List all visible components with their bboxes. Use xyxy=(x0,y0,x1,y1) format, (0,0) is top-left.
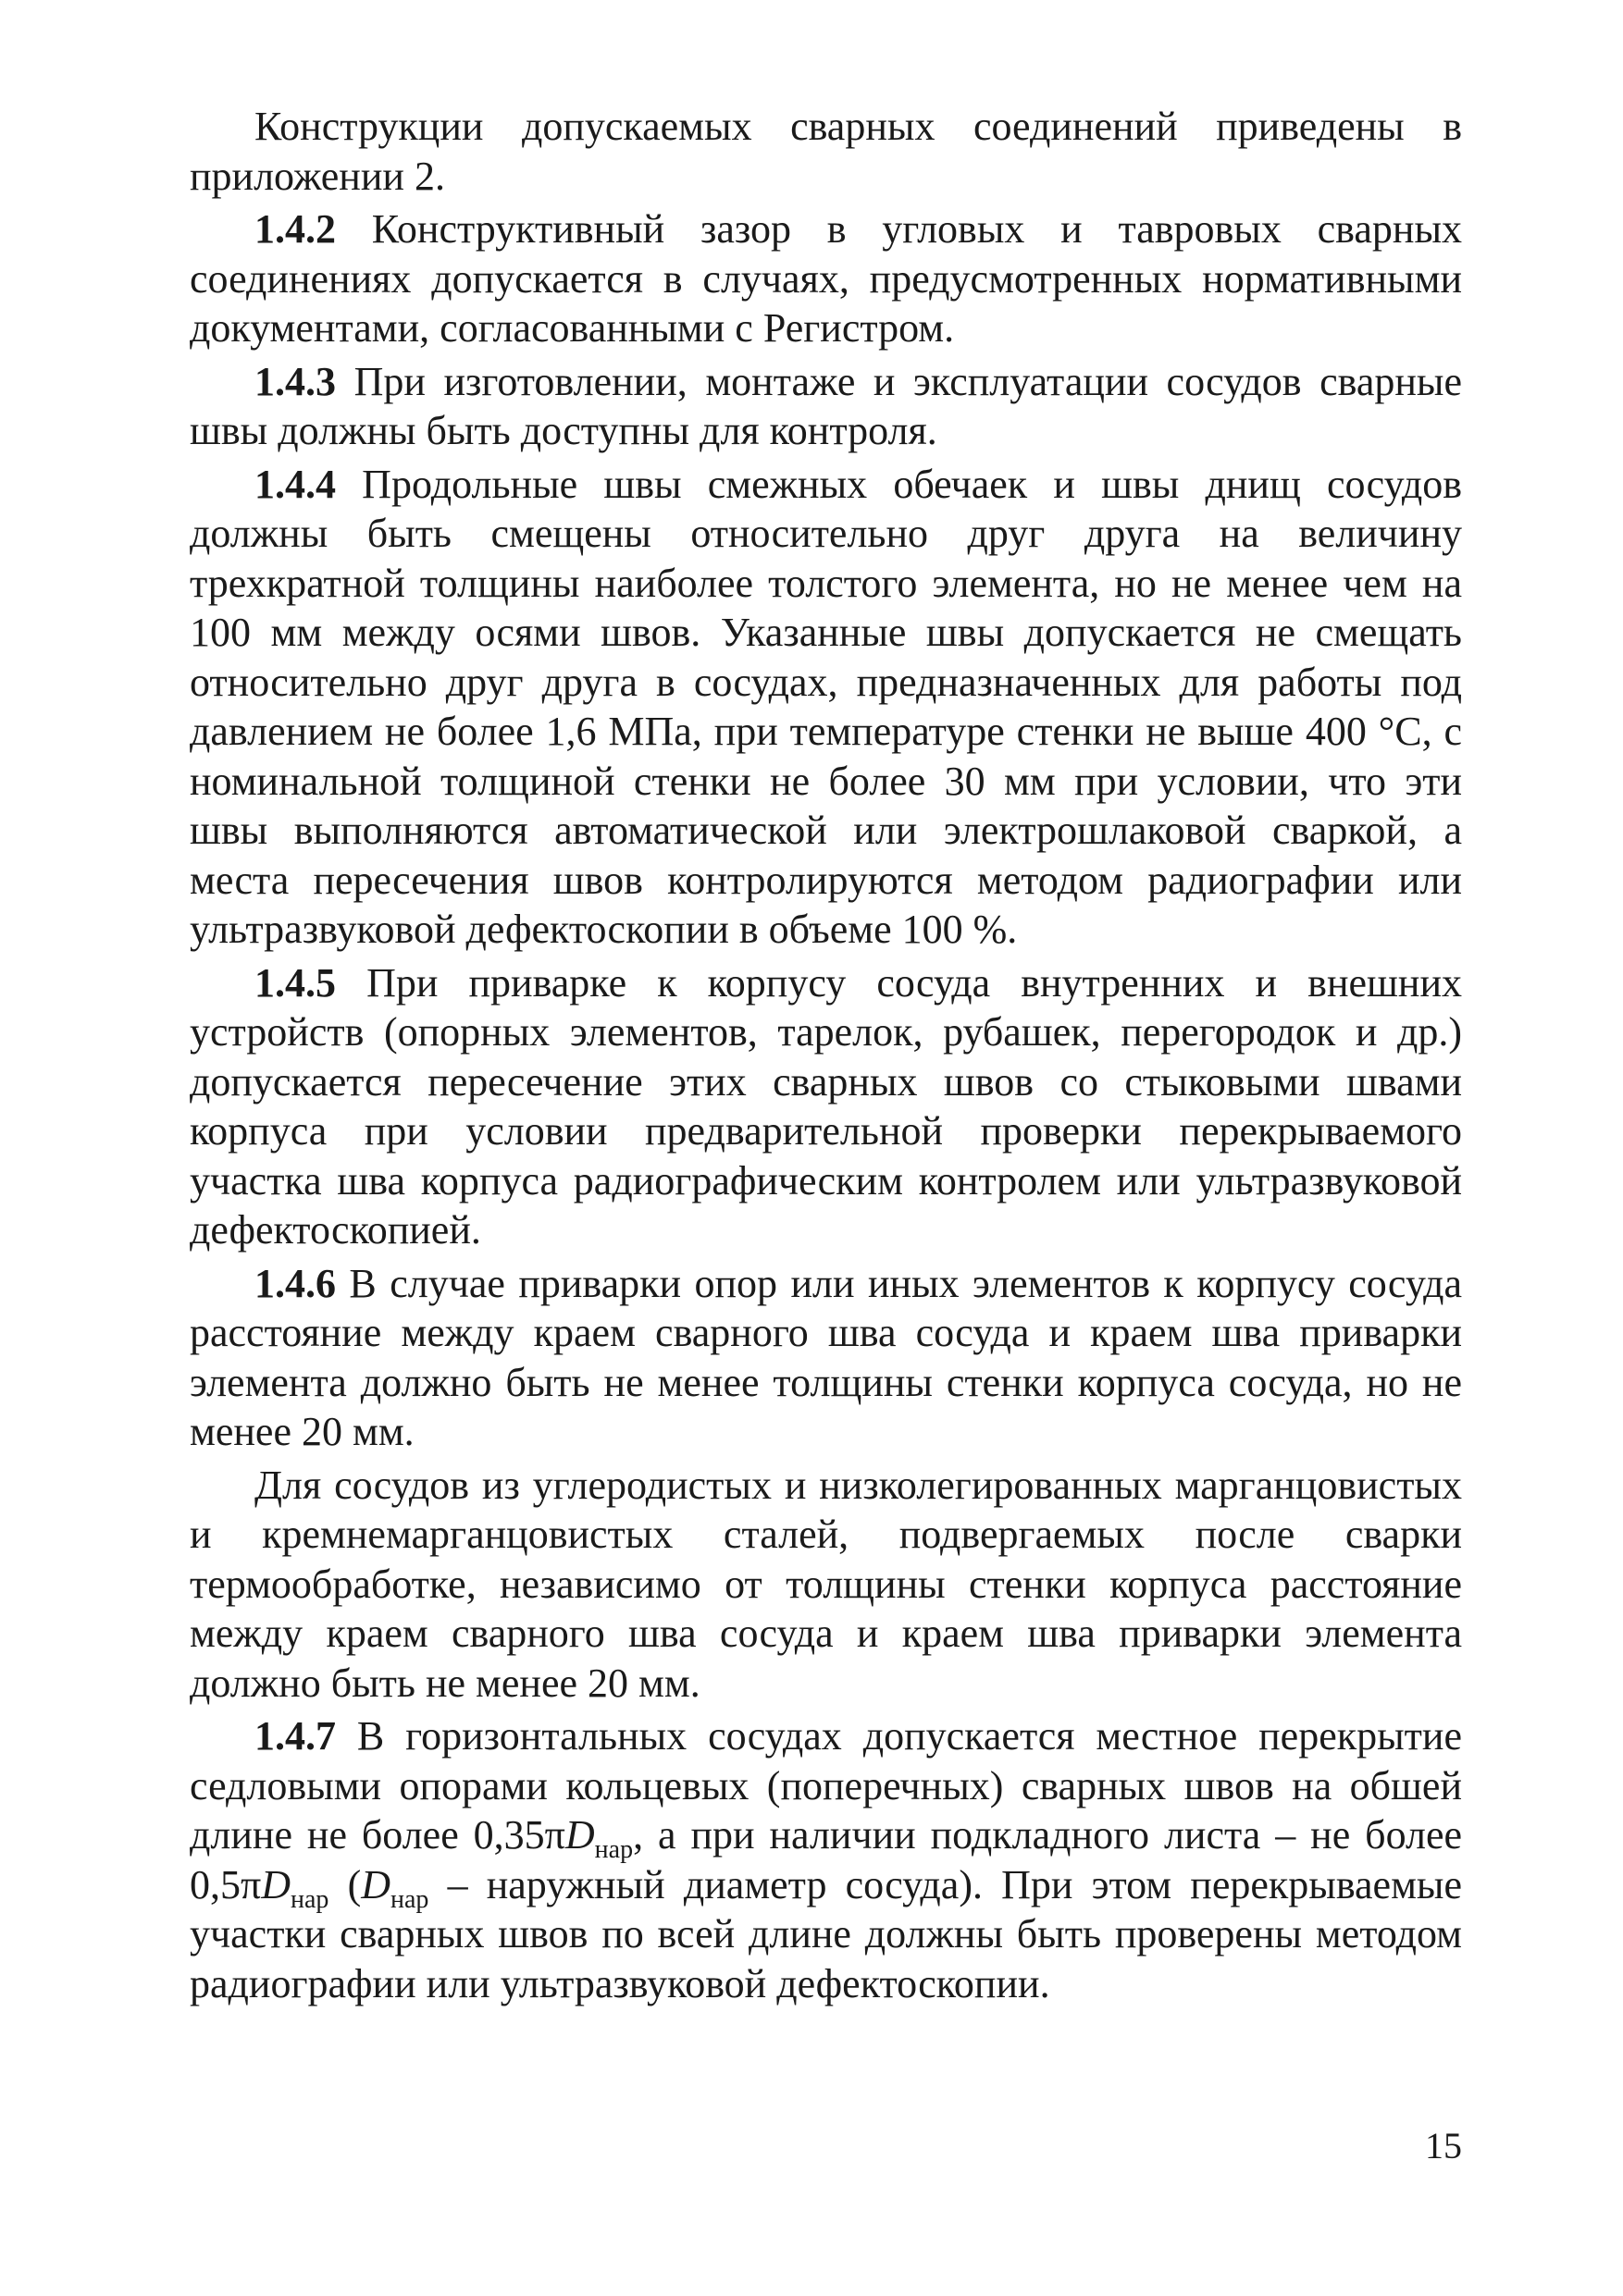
formula-coefficient: 0,35π xyxy=(473,1812,565,1858)
formula-0-35-pi-d xyxy=(473,1812,634,1864)
formula-0-5-pi-d xyxy=(190,1861,329,1914)
formula-coefficient: 0,5π xyxy=(190,1861,262,1907)
section-text: Конструктивный зазор в угловых и тавровых сварных соединениях допускается в случаях, предусмотренных нормативными документами, согласованными с Регистром. xyxy=(190,206,1462,351)
paragraph-1-4-2 xyxy=(190,204,1462,353)
formula-variable: D xyxy=(564,1812,595,1858)
section-text-part-a: В горизонтальных сосудах допускается местное перекрытие седловыми опорами кольцевых (поперечных) сварных швов на обшей длине не более xyxy=(190,1713,1462,1858)
section-number: 1.4.4 xyxy=(254,461,336,507)
section-number: 1.4.3 xyxy=(254,358,336,404)
continued-text: Для сосудов из углеродистых и низколегированных марганцовистых и кремнемарганцовистых сталей, подвергаемых после сварки термообработке, независимо от толщины стенки корпуса расстояние между краем сварного шва сосуда и краем шва приварки элемента должно быть не менее 20 мм. xyxy=(190,1462,1462,1706)
paragraph-1-4-3 xyxy=(190,357,1462,456)
paragraph-1-4-5 xyxy=(190,958,1462,1255)
section-number: 1.4.2 xyxy=(254,206,336,252)
formula-subscript: нар xyxy=(291,1884,329,1914)
page-number: 15 xyxy=(1425,2125,1462,2166)
paragraph-intro xyxy=(190,102,1462,201)
body-text xyxy=(190,102,1462,2012)
formula-variable: D xyxy=(261,1861,291,1907)
section-text-part-d: – наружный диаметр сосуда). При этом перекрываемые участки сварных швов по всей длине должны быть проверены методом радиографии или ультразвуковой дефектоскопии. xyxy=(190,1861,1463,2006)
formula-variable: D xyxy=(361,1861,391,1907)
section-number: 1.4.5 xyxy=(254,959,336,1006)
paragraph-1-4-4 xyxy=(190,460,1462,955)
paragraph-1-4-7 xyxy=(190,1711,1462,2008)
intro-text: Конструкции допускаемых сварных соединений приведены в приложении 2. xyxy=(190,104,1462,199)
section-text: При изготовлении, монтаже и эксплуатации сосудов сварные швы должны быть доступны для контроля. xyxy=(190,358,1462,453)
paragraph-1-4-6-continued xyxy=(190,1461,1462,1709)
section-text-part-c: ( xyxy=(328,1861,362,1907)
formula-subscript: нар xyxy=(594,1835,634,1864)
section-text: При приварке к корпусу сосуда внутренних и внешних устройств (опорных элементов, тарелок, рубашек, перегородок и др.) допускается пересечение этих сварных швов со стыковыми швами корпуса при условии предварительной проверки перекрываемого участка шва корпуса радиографическим контролем или ультразвуковой дефектоскопией. xyxy=(190,959,1462,1253)
section-number: 1.4.6 xyxy=(254,1260,336,1306)
paragraph-1-4-6 xyxy=(190,1259,1462,1457)
section-text-part-b: , а при наличии подкладного листа – не более xyxy=(633,1812,1463,1858)
section-text: В случае приварки опор или иных элементов к корпусу сосуда расстояние между краем сварного шва сосуда и краем шва приварки элемента должно быть не менее толщины стенки корпуса сосуда, но не менее 20 мм. xyxy=(190,1260,1462,1454)
section-number: 1.4.7 xyxy=(254,1713,336,1759)
formula-subscript: нар xyxy=(390,1884,429,1914)
section-text: Продольные швы смежных обечаек и швы днищ сосудов должны быть смещены относительно друг друга на величину трехкратной толщины наиболее толстого элемента, но не менее чем на 100 мм между осями швов. Указанные швы допускается не смещать относительно друг друга в сосудах, предназначенных для работы под давлением не более 1,6 МПа, при температуре стенки не выше 400 °С, с номинальной толщиной стенки не более 30 мм при условии, что эти швы выполняются автоматической или электрошлаковой сваркой, а места пересечения швов контролируются методом радиографии или ультразвуковой дефектоскопии в объеме 100 %. xyxy=(190,461,1462,952)
formula-d-outer xyxy=(361,1861,429,1914)
